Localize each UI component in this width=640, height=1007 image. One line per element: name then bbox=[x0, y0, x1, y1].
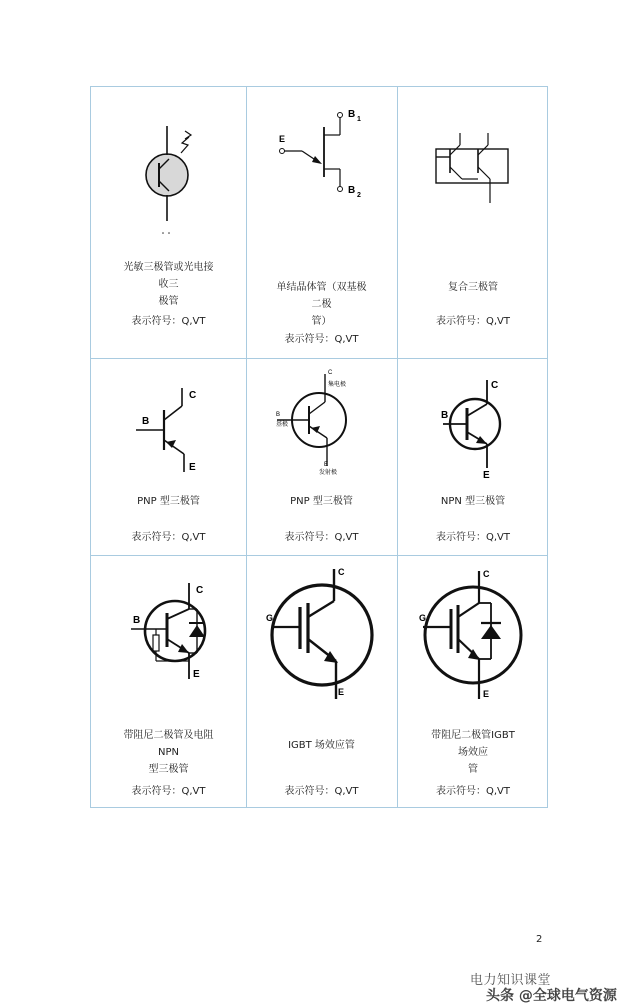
c-label: C bbox=[195, 585, 203, 596]
symbol-code: 表示符号：Q,VT bbox=[131, 786, 206, 797]
igbt-icon bbox=[246, 565, 397, 705]
component-name: 单结晶体管（双基极二极 管） bbox=[276, 282, 367, 327]
component-name: 光敏三极管或光电接收三 极管 bbox=[123, 262, 214, 307]
symbol-code: 表示符号：Q,VT bbox=[131, 532, 206, 543]
e-label: E bbox=[323, 462, 328, 468]
component-name: PNP 型三极管 bbox=[290, 496, 353, 507]
table-cell bbox=[397, 358, 549, 555]
c-label: C bbox=[491, 380, 499, 391]
b1-label: B bbox=[347, 109, 355, 120]
table-cell bbox=[91, 358, 246, 555]
b2-label: B bbox=[347, 185, 355, 196]
table-cell bbox=[397, 87, 549, 358]
symbol-table bbox=[90, 86, 548, 808]
b-label: B bbox=[132, 615, 140, 626]
component-name: NPN 型三极管 bbox=[440, 496, 506, 507]
component-name: 带阻尼二极管IGBT 场效应 管 bbox=[431, 730, 515, 775]
darlington-transistor-icon bbox=[397, 127, 549, 217]
table-cell bbox=[91, 555, 246, 809]
damped-npn-transistor-icon bbox=[91, 573, 246, 693]
b-label: B bbox=[141, 416, 149, 427]
e-label: E bbox=[337, 687, 344, 697]
watermark-source: 头条 @全球电气资源 bbox=[486, 988, 617, 1004]
damped-igbt-icon bbox=[397, 567, 549, 707]
b-label: B bbox=[275, 412, 280, 418]
component-name: 带阻尼二极管及电阻NPN 型三极管 bbox=[123, 730, 214, 775]
symbol-code: 表示符号：Q,VT bbox=[284, 334, 359, 345]
watermark: 电力知识课堂 bbox=[470, 973, 552, 988]
b-label: B bbox=[441, 410, 449, 421]
g-label: G bbox=[265, 613, 273, 623]
unijunction-transistor-icon bbox=[246, 105, 397, 205]
symbol-code: 表示符号：Q,VT bbox=[284, 786, 359, 797]
e-label: E bbox=[192, 669, 200, 680]
e-label: E bbox=[278, 134, 285, 144]
symbol-code: 表示符号：Q,VT bbox=[436, 532, 510, 543]
e-label: E bbox=[188, 462, 196, 473]
b2-subscript: 2 bbox=[356, 192, 361, 199]
npn-transistor-icon bbox=[397, 372, 549, 482]
emitter-label: 发射极 bbox=[318, 470, 337, 476]
phototransistor-icon bbox=[91, 121, 246, 241]
b1-subscript: 1 bbox=[356, 116, 361, 123]
component-name: IGBT 场效应管 bbox=[288, 740, 355, 751]
table-cell bbox=[246, 358, 397, 555]
g-label: G bbox=[419, 613, 427, 623]
table-cell bbox=[246, 555, 397, 809]
table-cell bbox=[91, 87, 246, 358]
base-label: 基极 bbox=[275, 422, 288, 428]
table-cell bbox=[397, 555, 549, 809]
c-label: C bbox=[327, 370, 332, 376]
page-number: 2 bbox=[536, 934, 543, 945]
symbol-code: 表示符号：Q,VT bbox=[131, 316, 206, 327]
e-label: E bbox=[483, 470, 490, 481]
c-label: C bbox=[483, 569, 490, 579]
c-label: C bbox=[188, 390, 196, 401]
component-name: PNP 型三极管 bbox=[137, 496, 200, 507]
table-cell bbox=[246, 87, 397, 358]
collector-label: 集电极 bbox=[327, 382, 346, 388]
symbol-code: 表示符号：Q,VT bbox=[436, 786, 510, 797]
pnp-transistor-icon bbox=[91, 380, 246, 480]
symbol-code: 表示符号：Q,VT bbox=[284, 532, 359, 543]
e-label: E bbox=[483, 689, 490, 699]
symbol-code: 表示符号：Q,VT bbox=[436, 316, 510, 327]
pnp-transistor-labeled-icon bbox=[246, 368, 397, 478]
c-label: C bbox=[337, 567, 344, 577]
component-name: 复合三极管 bbox=[448, 282, 498, 293]
